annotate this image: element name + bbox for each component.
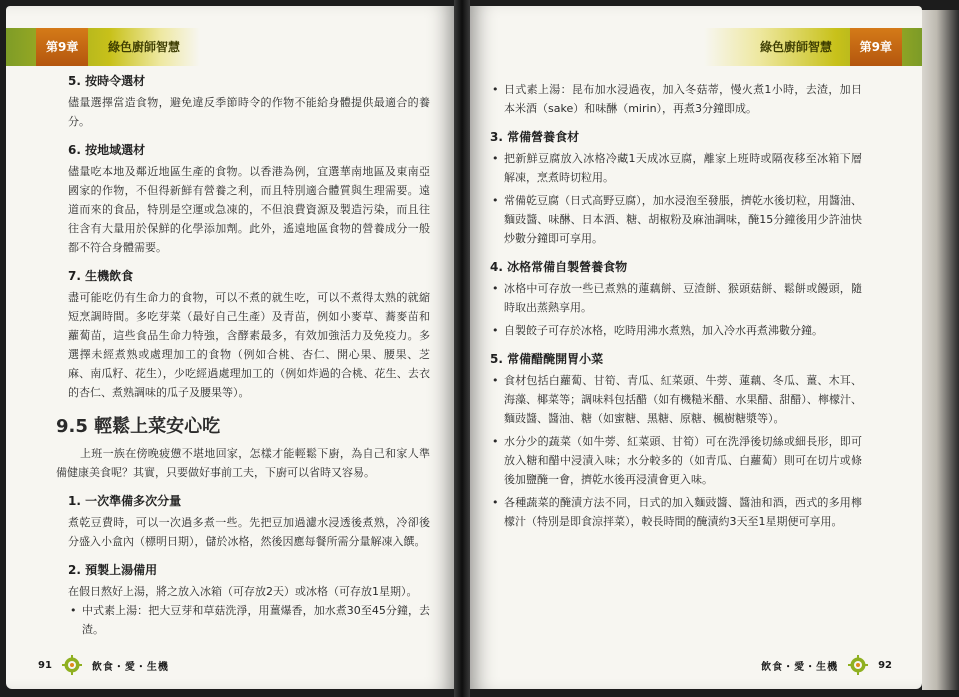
header-title: 綠色廚師智慧 (759, 40, 832, 54)
section (68, 492, 430, 551)
section (68, 561, 430, 639)
right-content (490, 80, 862, 541)
header-title: 綠色廚師智慧 (108, 40, 181, 54)
page-number: 91 (38, 659, 52, 671)
bullet-item: • 食材包括白蘿蔔、甘筍、青瓜、紅菜頭、牛蒡、蓮藕、冬瓜、薑、木耳、海藻、椰菜等；調味料包括醋（如有機糙米醋、水果醋、甜醋）、檸檬汁、麵豉醬、醬油、糖（如蜜糖、黑糖、原糖、楓樹糖漿等）。 (490, 371, 862, 428)
bullet-item: • 冰格中可存放一些已煮熟的蓮藕餅、豆渣餅、猴頭菇餅、鬆餅或饅頭，隨時取出蒸熱享用。 (490, 279, 862, 317)
bullet-item: • 中式素上湯：把大豆芽和草菇洗淨，用薑爆香，加水煮30至45分鐘，去渣。 (68, 601, 430, 639)
section-text: 儘量吃本地及鄰近地區生產的食物。以香港為例，宜選華南地區及東南亞國家的作物，不但得新鮮有營養之利，而且特別適合體質與生理需要。遠道而來的食品，特別是空運或急凍的，不但浪費資源及製造污染，而且往往含有大量用於保鮮的化學添加劑。此外，遙遠地區食物的營養成分一般都不符合身體需要。 (68, 165, 430, 254)
gear-icon (848, 655, 868, 675)
intro-paragraph: 上班一族在傍晚疲憊不堪地回家，怎樣才能輕鬆下廚，為自己和家人準備健康美食呢？其實，只要做好事前工夫，下廚可以省時又容易。 (56, 447, 430, 479)
section-text: 盡可能吃仍有生命力的食物，可以不煮的就生吃，可以不煮得太熟的就縮短烹調時間。多吃芽菜（最好自己生產）及青苗，例如小麥草、蕎麥苗和蘿蔔苗，這些食品生命力特強，含酵素最多，有效加強活力及免疫力。多選擇未經煮熟或處理加工的食物（例如合桃、杏仁、開心果、腰果、芝麻、南瓜籽、花生），少吃經過處理加工的（例如炸過的合桃、花生、去衣的杏仁、煮熟調味的瓜子及腰果等）。 (68, 291, 430, 399)
section-text: 煮乾豆費時，可以一次過多煮一些。先把豆加過濾水浸透後煮熟，冷卻後分盛入小盒內（標明日期），儲於冰格，然後因應每餐所需分量解凍入饌。 (68, 516, 430, 548)
bullet-item: • 自製餃子可存於冰格，吃時用沸水煮熟，加入冷水再煮沸數分鐘。 (490, 321, 862, 340)
section-text: 在假日熬好上湯，將之放入冰箱（可存放2天）或冰格（可存放1星期）。 (68, 585, 418, 598)
subchapter-heading: 9.5 輕鬆上菜安心吃 (56, 416, 221, 437)
footer-text: 飲食・愛・生機 (91, 661, 169, 673)
book-spine (454, 0, 470, 697)
bullet-item: • 各種蔬菜的醃漬方法不同，日式的加入麵豉醬、醬油和酒，西式的多用檸檬汁（特別是即食涼拌菜），較長時間的醃漬約3天至1星期便可享用。 (490, 493, 862, 531)
left-page (6, 6, 454, 689)
section (68, 267, 430, 402)
section-title: 4. 冰格常備自製營養食物 (490, 260, 628, 274)
right-page (470, 6, 922, 689)
section-title: 2. 預製上湯備用 (68, 563, 158, 577)
chapter-tab: 第9章 (850, 28, 902, 66)
header-band (6, 28, 200, 66)
footer-text: 飲食・愛・生機 (761, 661, 839, 673)
gear-icon (62, 655, 82, 675)
section (68, 141, 430, 257)
page-footer (761, 655, 892, 675)
bullet-item: • 把新鮮豆腐放入冰格冷藏1天成冰豆腐，離家上班時或隔夜移至冰箱下層解凍，烹煮時切粒用。 (490, 149, 862, 187)
bullet-item: • 日式素上湯：昆布加水浸過夜，加入冬菇蒂，慢火煮1小時，去渣，加日本米酒（sake）和味醂（mirin），再煮3分鐘即成。 (490, 80, 862, 118)
page-footer (38, 655, 169, 675)
section (490, 80, 862, 118)
chapter-tab: 第9章 (36, 28, 88, 66)
section (490, 128, 862, 248)
section-title: 3. 常備營養食材 (490, 130, 580, 144)
page-number: 92 (878, 659, 892, 671)
section (490, 350, 862, 531)
section-title: 6. 按地域選材 (68, 143, 146, 157)
page-edges (922, 10, 959, 690)
section-title: 5. 按時令選材 (68, 74, 146, 88)
left-content (56, 72, 430, 649)
bullet-item: • 水分少的蔬菜（如牛蒡、紅菜頭、甘筍）可在洗淨後切絲或細長形，即可放入糖和醋中浸漬入味；水分較多的（如青瓜、白蘿蔔）則可在切片或條後加鹽醃一會，擠乾水後再浸漬會更入味。 (490, 432, 862, 489)
section-title: 1. 一次準備多次分量 (68, 494, 182, 508)
bullet-item: • 常備乾豆腐（日式高野豆腐），加水浸泡至發脹，擠乾水後切粒，用醬油、麵豉醬、味醂、日本酒、糖、胡椒粉及麻油調味，醃15分鐘後用少許油快炒數分鐘即可享用。 (490, 191, 862, 248)
section-title: 7. 生機飲食 (68, 269, 134, 283)
section (68, 72, 430, 131)
section (490, 258, 862, 340)
section-text: 儘量選擇當造食物，避免違反季節時令的作物不能給身體提供最適合的養分。 (68, 96, 430, 128)
header-band (704, 28, 922, 66)
section-title: 5. 常備醋醃開胃小菜 (490, 352, 604, 366)
